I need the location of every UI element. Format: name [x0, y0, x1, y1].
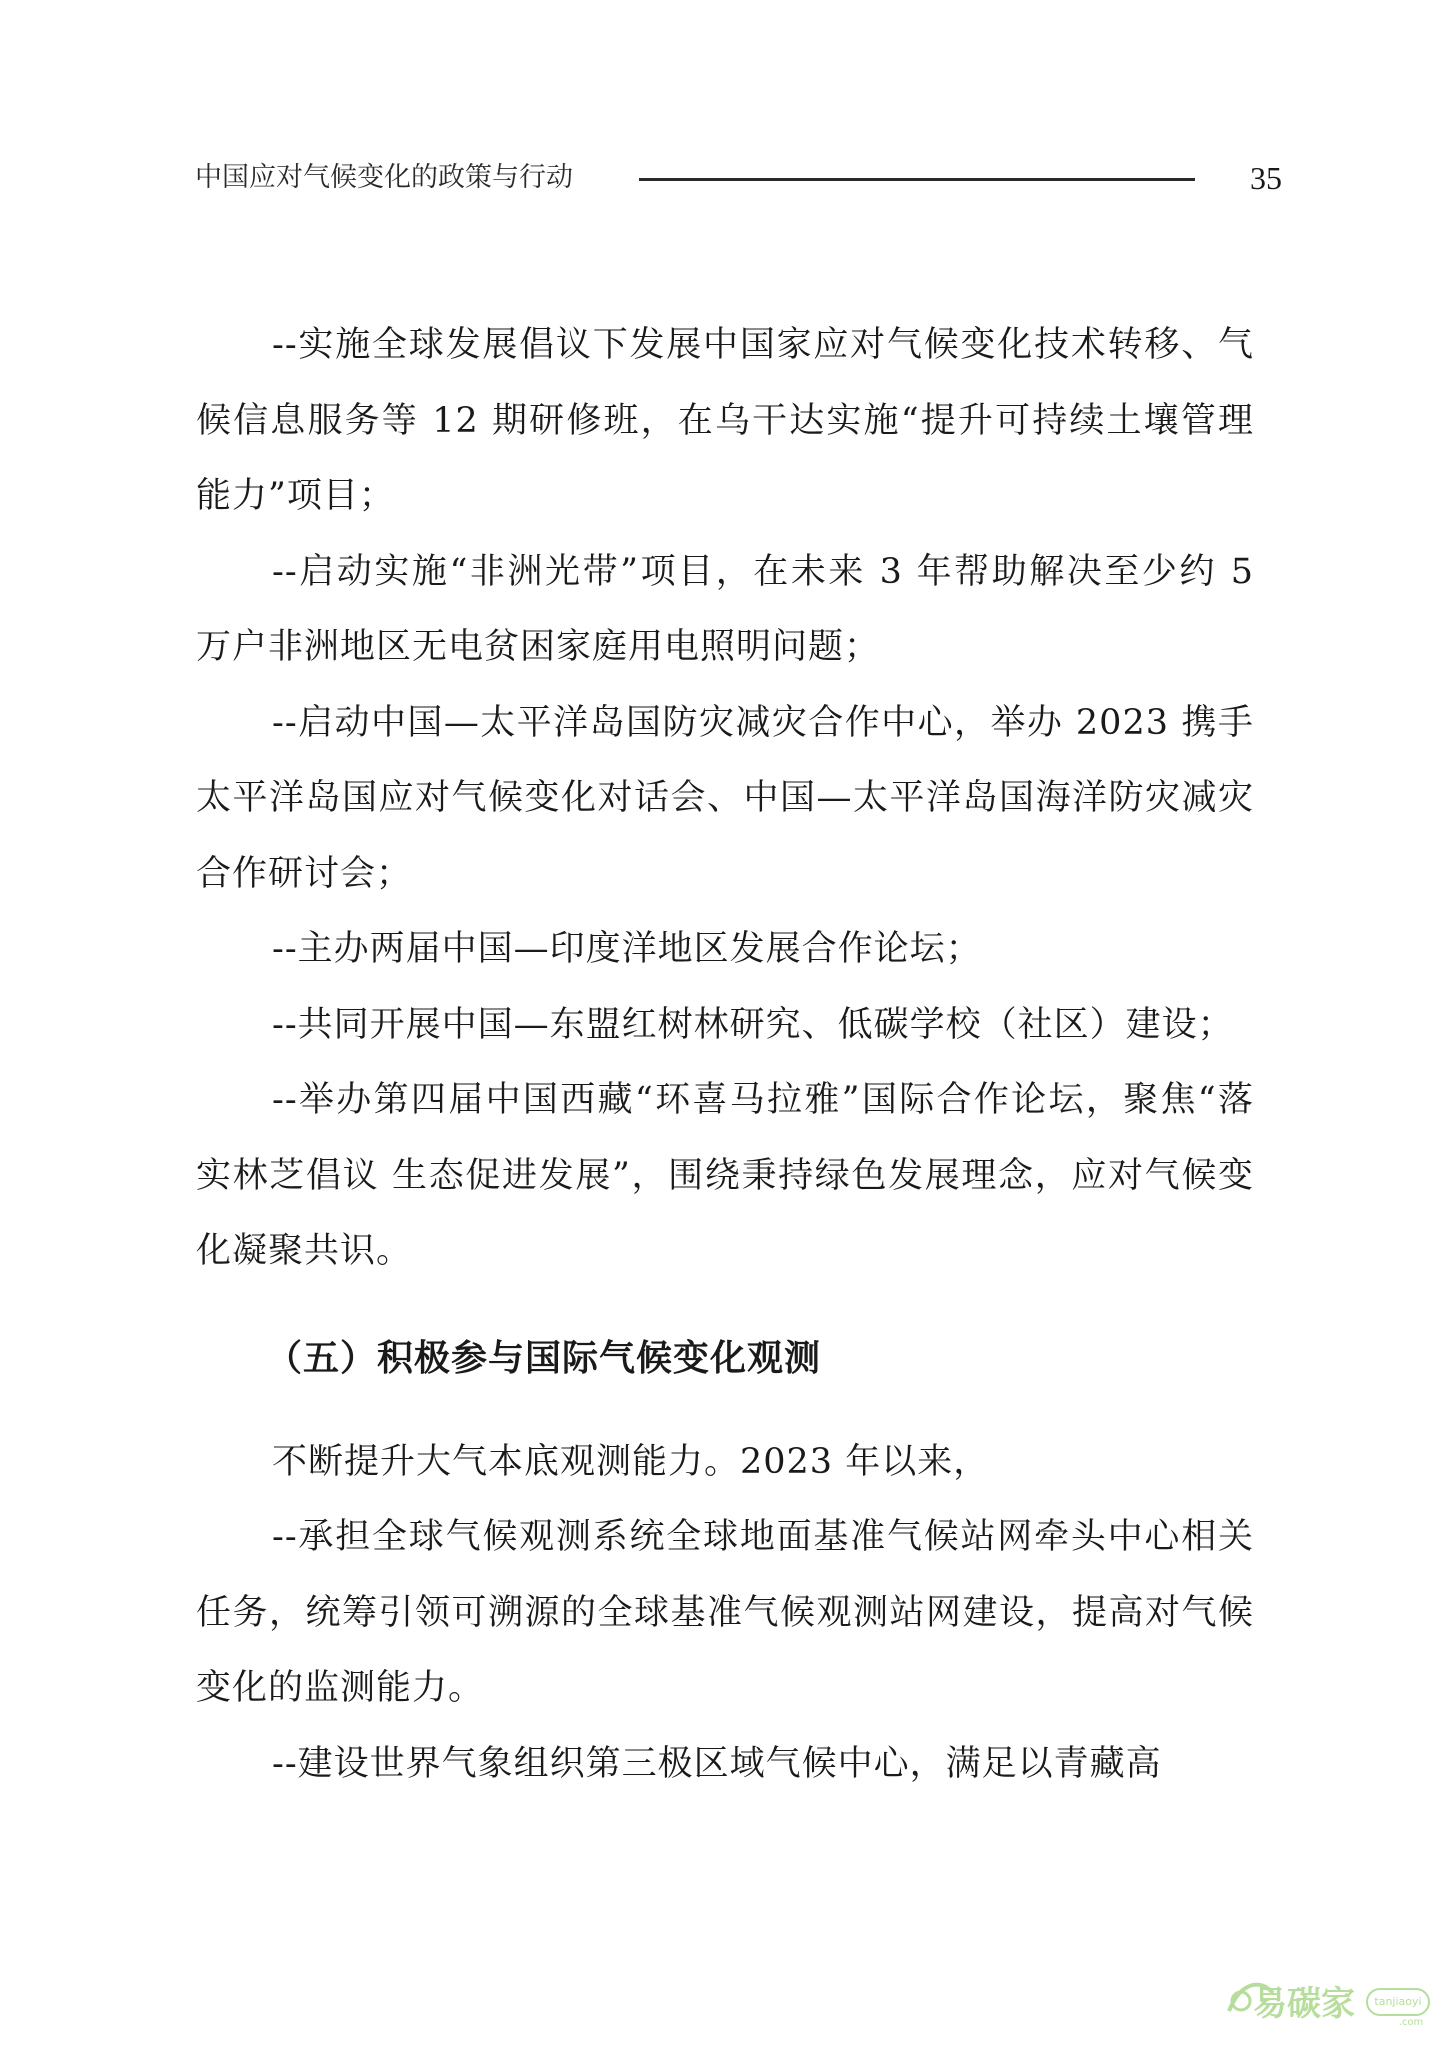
page-number: 35	[1250, 160, 1282, 196]
header-rule	[639, 178, 1195, 181]
watermark-logo	[1221, 1971, 1431, 2033]
paragraph: --实施全球发展倡议下发展中国家应对气候变化技术转移、气候信息服务等 12 期研修班，在乌干达实施“提升可持续土壤管理能力”项目；	[196, 325, 1254, 516]
paragraph: 不断提升大气本底观测能力。2023 年以来，	[272, 1441, 990, 1482]
svg-text:易碳家: 易碳家	[1253, 1984, 1355, 2024]
paragraph: --启动中国—太平洋岛国防灾减灾合作中心，举办 2023 携手太平洋岛国应对气候变化对话会、中国—太平洋岛国海洋防灾减灾合作研讨会；	[196, 702, 1254, 894]
body-text	[196, 308, 1254, 1802]
paragraph: --建设世界气象组织第三极区域气候中心，满足以青藏高	[272, 1743, 1162, 1784]
running-header	[195, 158, 1290, 198]
paragraph: --共同开展中国—东盟红树林研究、低碳学校（社区）建设；	[272, 1004, 1234, 1045]
paragraph: --启动实施“非洲光带”项目，在未来 3 年帮助解决至少约 5 万户非洲地区无电贫困家庭用电照明问题；	[196, 551, 1254, 667]
svg-text:tanjiaoyi: tanjiaoyi	[1374, 1995, 1422, 2008]
paragraph: --主办两届中国—印度洋地区发展合作论坛；	[272, 929, 982, 969]
tanjiaoyi-logo-icon	[1221, 1971, 1431, 2033]
paragraph: --承担全球气候观测系统全球地面基准气候站网牵头中心相关任务，统筹引领可溯源的全球基准气候观测站网建设，提高对气候变化的监测能力。	[196, 1517, 1254, 1708]
svg-text:.com: .com	[1398, 2017, 1424, 2028]
header-title: 中国应对气候变化的政策与行动	[195, 162, 573, 193]
section-heading: （五）积极参与国际气候变化观测	[266, 1337, 822, 1379]
paragraph: --举办第四届中国西藏“环喜马拉雅”国际合作论坛，聚焦“落实林芝倡议 生态促进发展”，围绕秉持绿色发展理念，应对气候变化凝聚共识。	[196, 1080, 1254, 1271]
